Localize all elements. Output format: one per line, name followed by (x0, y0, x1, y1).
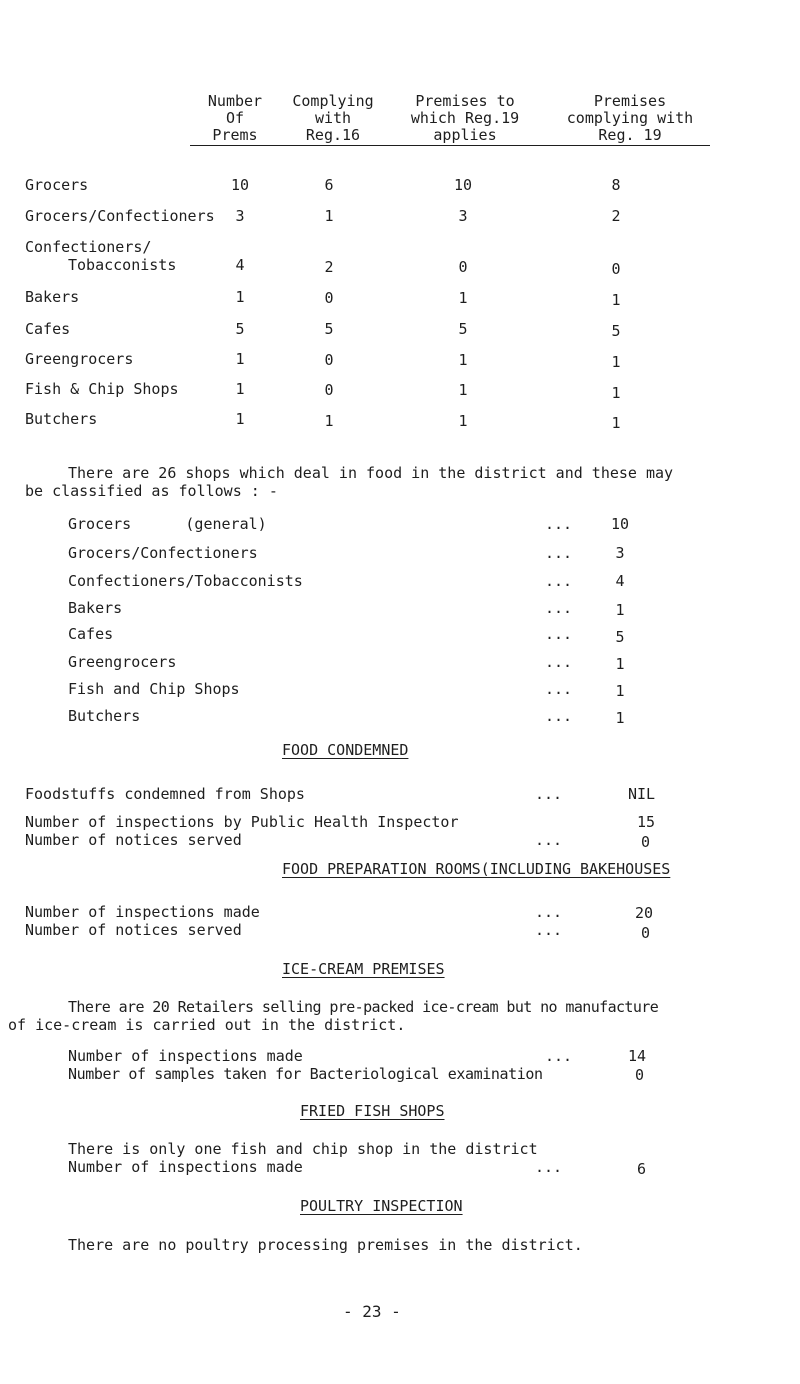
list-item-dots: ... (545, 653, 573, 671)
row-label-butchers: Butchers (25, 410, 98, 428)
food-condemned-line3-value: 0 (641, 833, 651, 851)
row-label-bakers: Bakers (25, 288, 80, 306)
cell: 1 (235, 350, 245, 368)
cell: 3 (458, 207, 468, 225)
food-condemned-line2-label: Number of inspections by Public Health Inspector (25, 813, 459, 831)
food-prep-line1-value: 20 (635, 904, 654, 922)
cell: 0 (324, 351, 334, 369)
list-item-value: 1 (615, 601, 625, 619)
cell: 0 (324, 289, 334, 307)
cell: 1 (235, 288, 245, 306)
list-item-label: Fish and Chip Shops (68, 680, 240, 698)
row-label-greengrocers: Greengrocers (25, 350, 134, 368)
food-prep-line1-dots: ... (535, 903, 563, 921)
cell: 10 (453, 176, 473, 194)
ice-cream-line2-value: 0 (635, 1066, 645, 1084)
cell: 1 (458, 289, 468, 307)
list-item-dots: ... (545, 572, 573, 590)
list-item-dots: ... (545, 625, 573, 643)
cell: 1 (611, 414, 621, 432)
col-header-complying-reg16: Complying with Reg.16 (292, 92, 374, 144)
row-label-grocers: Grocers (25, 176, 89, 194)
page-number: - 23 - (343, 1302, 401, 1321)
list-item-dots: ... (545, 707, 573, 725)
cell: 4 (235, 256, 245, 274)
ice-cream-heading: ICE-CREAM PREMISES (282, 960, 445, 978)
food-condemned-line1-value: NIL (628, 785, 656, 803)
ice-cream-para1: There are 20 Retailers selling pre-packed ice-cream but no manufacture (68, 998, 659, 1016)
fried-fish-line1-label: Number of inspections made (68, 1158, 303, 1176)
list-item-dots: ... (545, 680, 573, 698)
cell: 1 (324, 207, 334, 225)
food-prep-heading: FOOD PREPARATION ROOMS(INCLUDING BAKEHOUSES (282, 860, 671, 878)
cell: 6 (324, 176, 334, 194)
col-header-premises-reg19: Premises to which Reg.19 applies (410, 92, 520, 144)
ice-cream-line1-value: 14 (628, 1047, 647, 1065)
cell: 5 (324, 320, 334, 338)
list-item-label: Cafes (68, 625, 114, 643)
list-item-value: 10 (610, 515, 630, 533)
food-prep-line2-label: Number of notices served (25, 921, 242, 939)
col-header-complying-reg19: Premises complying with Reg. 19 (566, 92, 694, 144)
food-prep-line2-dots: ... (535, 921, 563, 939)
list-item-dots: ... (545, 515, 573, 533)
list-item-value: 1 (615, 655, 625, 673)
poultry-para: There are no poultry processing premises in the district. (68, 1236, 583, 1254)
ice-cream-para2: of ice-cream is carried out in the district. (8, 1016, 406, 1034)
row-label-grocers-confectioners: Grocers/Confectioners (25, 207, 215, 225)
food-prep-line1-label: Number of inspections made (25, 903, 260, 921)
cell: 3 (235, 207, 245, 225)
cell: 1 (458, 351, 468, 369)
fried-fish-para: There is only one fish and chip shop in the district (68, 1140, 538, 1158)
row-label-tobacconists: Tobacconists (68, 256, 177, 274)
cell: 1 (458, 412, 468, 430)
cell: 8 (611, 176, 621, 194)
row-label-fish-chip-shops: Fish & Chip Shops (25, 380, 179, 398)
cell: 10 (230, 176, 250, 194)
poultry-heading: POULTRY INSPECTION (300, 1197, 463, 1215)
list-item-label: Grocers/Confectioners (68, 544, 258, 562)
col-header-number-of-prems: Number Of Prems (207, 92, 263, 144)
food-condemned-line2-value: 15 (637, 813, 656, 831)
cell: 0 (458, 258, 468, 276)
ice-cream-line1-dots: ... (545, 1047, 573, 1065)
cell: 2 (324, 258, 334, 276)
list-item-value: 1 (615, 682, 625, 700)
shops-intro-line1: There are 26 shops which deal in food in the district and these may (68, 464, 674, 482)
list-item-label: Confectioners/Tobacconists (68, 572, 303, 590)
list-item-dots: ... (545, 544, 573, 562)
fried-fish-heading: FRIED FISH SHOPS (300, 1102, 445, 1120)
food-condemned-line1-dots: ... (535, 785, 563, 803)
cell: 1 (235, 410, 245, 428)
fried-fish-line1-dots: ... (535, 1158, 563, 1176)
food-prep-line2-value: 0 (641, 924, 651, 942)
list-item-value: 5 (615, 628, 625, 646)
list-item-label: Butchers (68, 707, 141, 725)
fried-fish-line1-value: 6 (637, 1160, 647, 1178)
shops-intro-line2: be classified as follows : - (25, 482, 278, 500)
food-condemned-line1-label: Foodstuffs condemned from Shops (25, 785, 305, 803)
cell: 1 (324, 412, 334, 430)
list-item-value: 4 (615, 572, 625, 590)
row-label-confectioners: Confectioners/ (25, 238, 152, 256)
header-rule (190, 145, 710, 146)
row-label-cafes: Cafes (25, 320, 71, 338)
food-condemned-heading: FOOD CONDEMNED (282, 741, 409, 759)
cell: 0 (611, 260, 621, 278)
ice-cream-line1-label: Number of inspections made (68, 1047, 303, 1065)
cell: 1 (235, 380, 245, 398)
food-condemned-line3-label: Number of notices served (25, 831, 242, 849)
list-item-value: 3 (615, 544, 625, 562)
cell: 5 (458, 320, 468, 338)
cell: 5 (611, 322, 621, 340)
cell: 1 (611, 353, 621, 371)
cell: 1 (458, 381, 468, 399)
cell: 0 (324, 381, 334, 399)
list-item-label: Bakers (68, 599, 123, 617)
cell: 5 (235, 320, 245, 338)
food-condemned-line3-dots: ... (535, 831, 563, 849)
ice-cream-line2-label: Number of samples taken for Bacteriological examination (68, 1065, 543, 1083)
list-item-label: Greengrocers (68, 653, 177, 671)
list-item-value: 1 (615, 709, 625, 727)
cell: 1 (611, 384, 621, 402)
cell: 2 (611, 207, 621, 225)
cell: 1 (611, 291, 621, 309)
list-item-label: Grocers (general) (68, 515, 267, 533)
list-item-dots: ... (545, 599, 573, 617)
